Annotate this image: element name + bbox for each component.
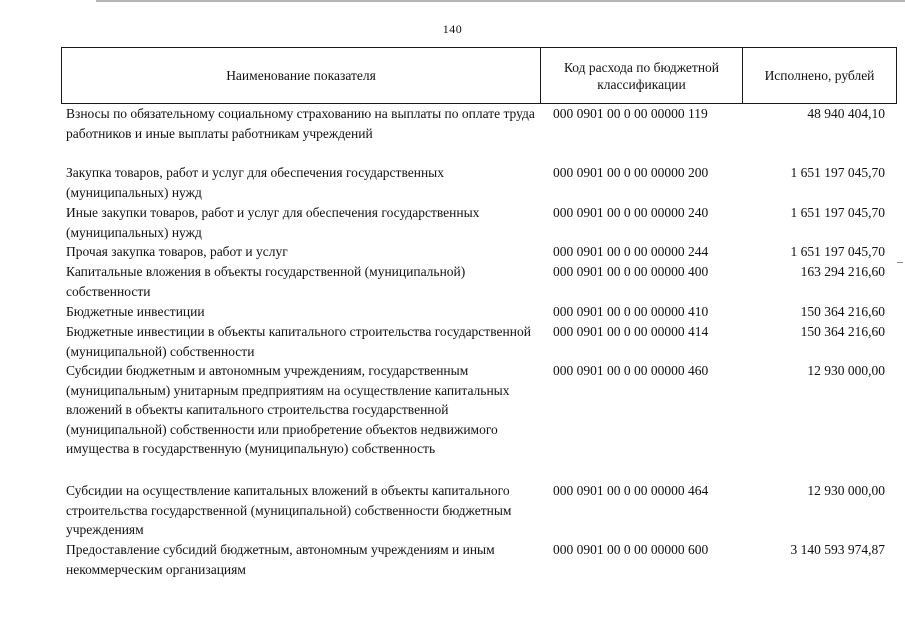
header-name: Наименование показателя bbox=[62, 48, 541, 103]
row-code: 000 0901 00 0 00 00000 244 bbox=[553, 244, 709, 259]
row-code: 000 0901 00 0 00 00000 600 bbox=[553, 542, 709, 557]
row-name: Субсидии на осуществление капитальных вложений в объекты капитального строительства государственной (муниципальной) собственности бюджетным учреждениям bbox=[66, 483, 512, 537]
row-code: 000 0901 00 0 00 00000 200 bbox=[553, 165, 709, 180]
row-value: 3 140 593 974,87 bbox=[790, 542, 885, 557]
margin-mark bbox=[897, 262, 903, 263]
row-name: Капитальные вложения в объекты государственной (муниципальной) собственности bbox=[66, 264, 466, 299]
row-code: 000 0901 00 0 00 00000 400 bbox=[553, 264, 709, 279]
row-code: 000 0901 00 0 00 00000 119 bbox=[553, 106, 708, 121]
row-value: 12 930 000,00 bbox=[807, 363, 885, 378]
row-name: Взносы по обязательному социальному страхованию на выплаты по оплате труда работников и иные выплаты работникам учреждений bbox=[66, 106, 535, 141]
header-code: Код расхода по бюджетной классификации bbox=[541, 48, 743, 103]
row-name: Бюджетные инвестиции в объекты капитального строительства государственной (муниципальной) собственности bbox=[66, 324, 531, 359]
row-code: 000 0901 00 0 00 00000 414 bbox=[553, 324, 709, 339]
page-number: 140 bbox=[442, 22, 463, 36]
row-name: Предоставление субсидий бюджетным, автономным учреждениям и иным некоммерческим организациям bbox=[66, 542, 495, 577]
row-name: Субсидии бюджетным и автономным учреждениям, государственным (муниципальным) унитарным предприятиям на осуществление капитальных вложений в объекты капитального строительства государственной (муниципальной) собственности или приобретение объектов недвижимого имущества в государственную (муниципальную) собственность bbox=[66, 363, 510, 456]
row-code: 000 0901 00 0 00 00000 410 bbox=[553, 304, 709, 319]
row-code: 000 0901 00 0 00 00000 464 bbox=[553, 483, 709, 498]
row-value: 48 940 404,10 bbox=[807, 106, 885, 121]
row-value: 150 364 216,60 bbox=[800, 324, 885, 339]
header-executed: Исполнено, рублей bbox=[764, 68, 875, 83]
row-code: 000 0901 00 0 00 00000 460 bbox=[553, 363, 709, 378]
row-name: Закупка товаров, работ и услуг для обеспечения государственных (муниципальных) нужд bbox=[66, 165, 445, 200]
row-value: 1 651 197 045,70 bbox=[790, 165, 885, 180]
top-rule bbox=[96, 0, 905, 2]
table-header bbox=[61, 47, 897, 104]
row-value: 163 294 216,60 bbox=[800, 264, 885, 279]
row-value: 12 930 000,00 bbox=[807, 483, 885, 498]
row-value: 150 364 216,60 bbox=[800, 304, 885, 319]
row-code: 000 0901 00 0 00 00000 240 bbox=[553, 205, 709, 220]
row-value: 1 651 197 045,70 bbox=[790, 244, 885, 259]
row-name: Бюджетные инвестиции bbox=[66, 304, 205, 319]
row-value: 1 651 197 045,70 bbox=[790, 205, 885, 220]
row-name: Иные закупки товаров, работ и услуг для обеспечения государственных (муниципальных) нужд bbox=[66, 205, 480, 240]
row-name: Прочая закупка товаров, работ и услуг bbox=[66, 244, 288, 259]
